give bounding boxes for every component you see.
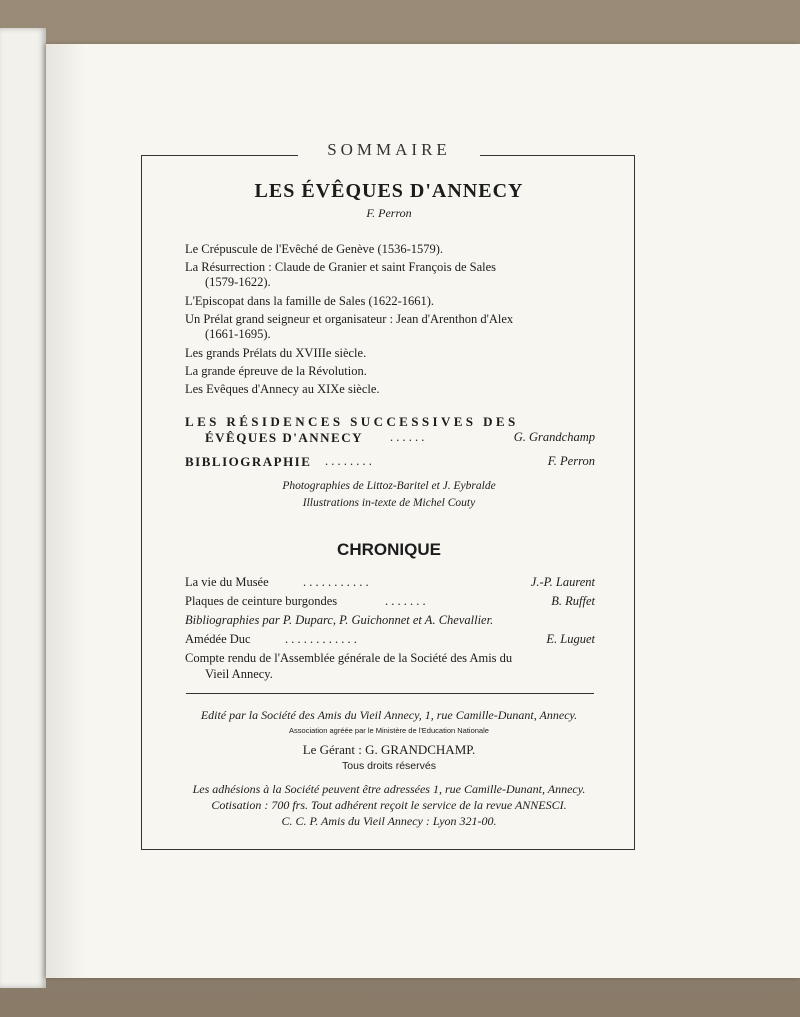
compte-rendu-cont: Vieil Annecy. [205,667,273,681]
chronique-item-label: Bibliographies par P. Duparc, P. Guichonnet et A. Chevallier. [185,613,494,627]
dot-leader: . . . . . . . . . . . [303,575,369,589]
chronique-item-label: La vie du Musée [185,575,269,589]
chronique-item-author: B. Ruffet [551,594,595,608]
residences-author: G. Grandchamp [513,430,595,444]
divider [186,693,594,694]
chronique-item [185,594,595,609]
chronique-item [185,632,595,647]
adhesions-line: Les adhésions à la Société peuvent être adressées 1, rue Camille-Dunant, Annecy. [192,782,586,796]
chronique-item-author: J.-P. Laurent [530,575,595,589]
association-line: Association agréée par le Ministère de l'Education Nationale [289,726,489,735]
dot-leader: . . . . . . [390,430,425,444]
residences-title-cont: ÉVÊQUES D'ANNECY [205,430,363,445]
residences-title: LES RÉSIDENCES SUCCESSIVES DES [185,414,519,429]
toc-item: Le Crépuscule de l'Evêché de Genève (1536-1579). [185,242,444,256]
toc-item: Les Evêques d'Annecy au XIXe siècle. [185,382,380,396]
photo-credits: Photographies de Littoz-Baritel et J. Eybralde [282,480,496,492]
toc-item: (1579-1622). [205,275,271,289]
dot-leader: . . . . . . . . . . . . [285,632,357,646]
article-title: LES ÉVÊQUES D'ANNECY [254,180,524,202]
chronique-item [185,613,595,628]
ccp-line: C. C. P. Amis du Vieil Annecy : Lyon 321-00. [281,814,497,828]
publisher-line: Edité par la Société des Amis du Vieil Annecy, 1, rue Camille-Dunant, Annecy. [200,708,578,722]
chronique-item-label: Plaques de ceinture burgondes [185,594,338,608]
chronique-title: CHRONIQUE [337,540,441,559]
chronique-item-label: Amédée Duc [185,632,251,646]
rights-line: Tous droits réservés [342,760,436,772]
bibliographie-title: BIBLIOGRAPHIE [185,454,312,469]
compte-rendu: Compte rendu de l'Assemblée générale de la Société des Amis du [185,651,513,665]
article-author: F. Perron [366,206,412,220]
toc-item: La grande épreuve de la Révolution. [185,364,367,378]
dot-leader: . . . . . . . . [325,454,372,468]
cotisation-line: Cotisation : 700 frs. Tout adhérent reçoit le service de la revue ANNESCI. [211,798,567,812]
gerant-line: Le Gérant : G. GRANDCHAMP. [302,742,476,757]
illustration-credits: Illustrations in-texte de Michel Couty [302,497,476,509]
chronique-item-author: E. Luguet [546,632,595,646]
left-page-edge [0,28,46,988]
toc-item: Les grands Prélats du XVIIIe siècle. [185,346,367,360]
dot-leader: . . . . . . . [385,594,426,608]
sommaire-heading: SOMMAIRE [298,140,480,160]
toc-item: (1661-1695). [205,327,271,341]
bibliographie-author: F. Perron [547,454,595,468]
chronique-item [185,575,595,590]
toc-item: Un Prélat grand seigneur et organisateur : Jean d'Arenthon d'Alex [185,312,514,326]
page-gutter [46,44,86,978]
toc-item: La Résurrection : Claude de Granier et saint François de Sales [185,260,497,274]
toc-item: L'Episcopat dans la famille de Sales (1622-1661). [185,294,435,308]
